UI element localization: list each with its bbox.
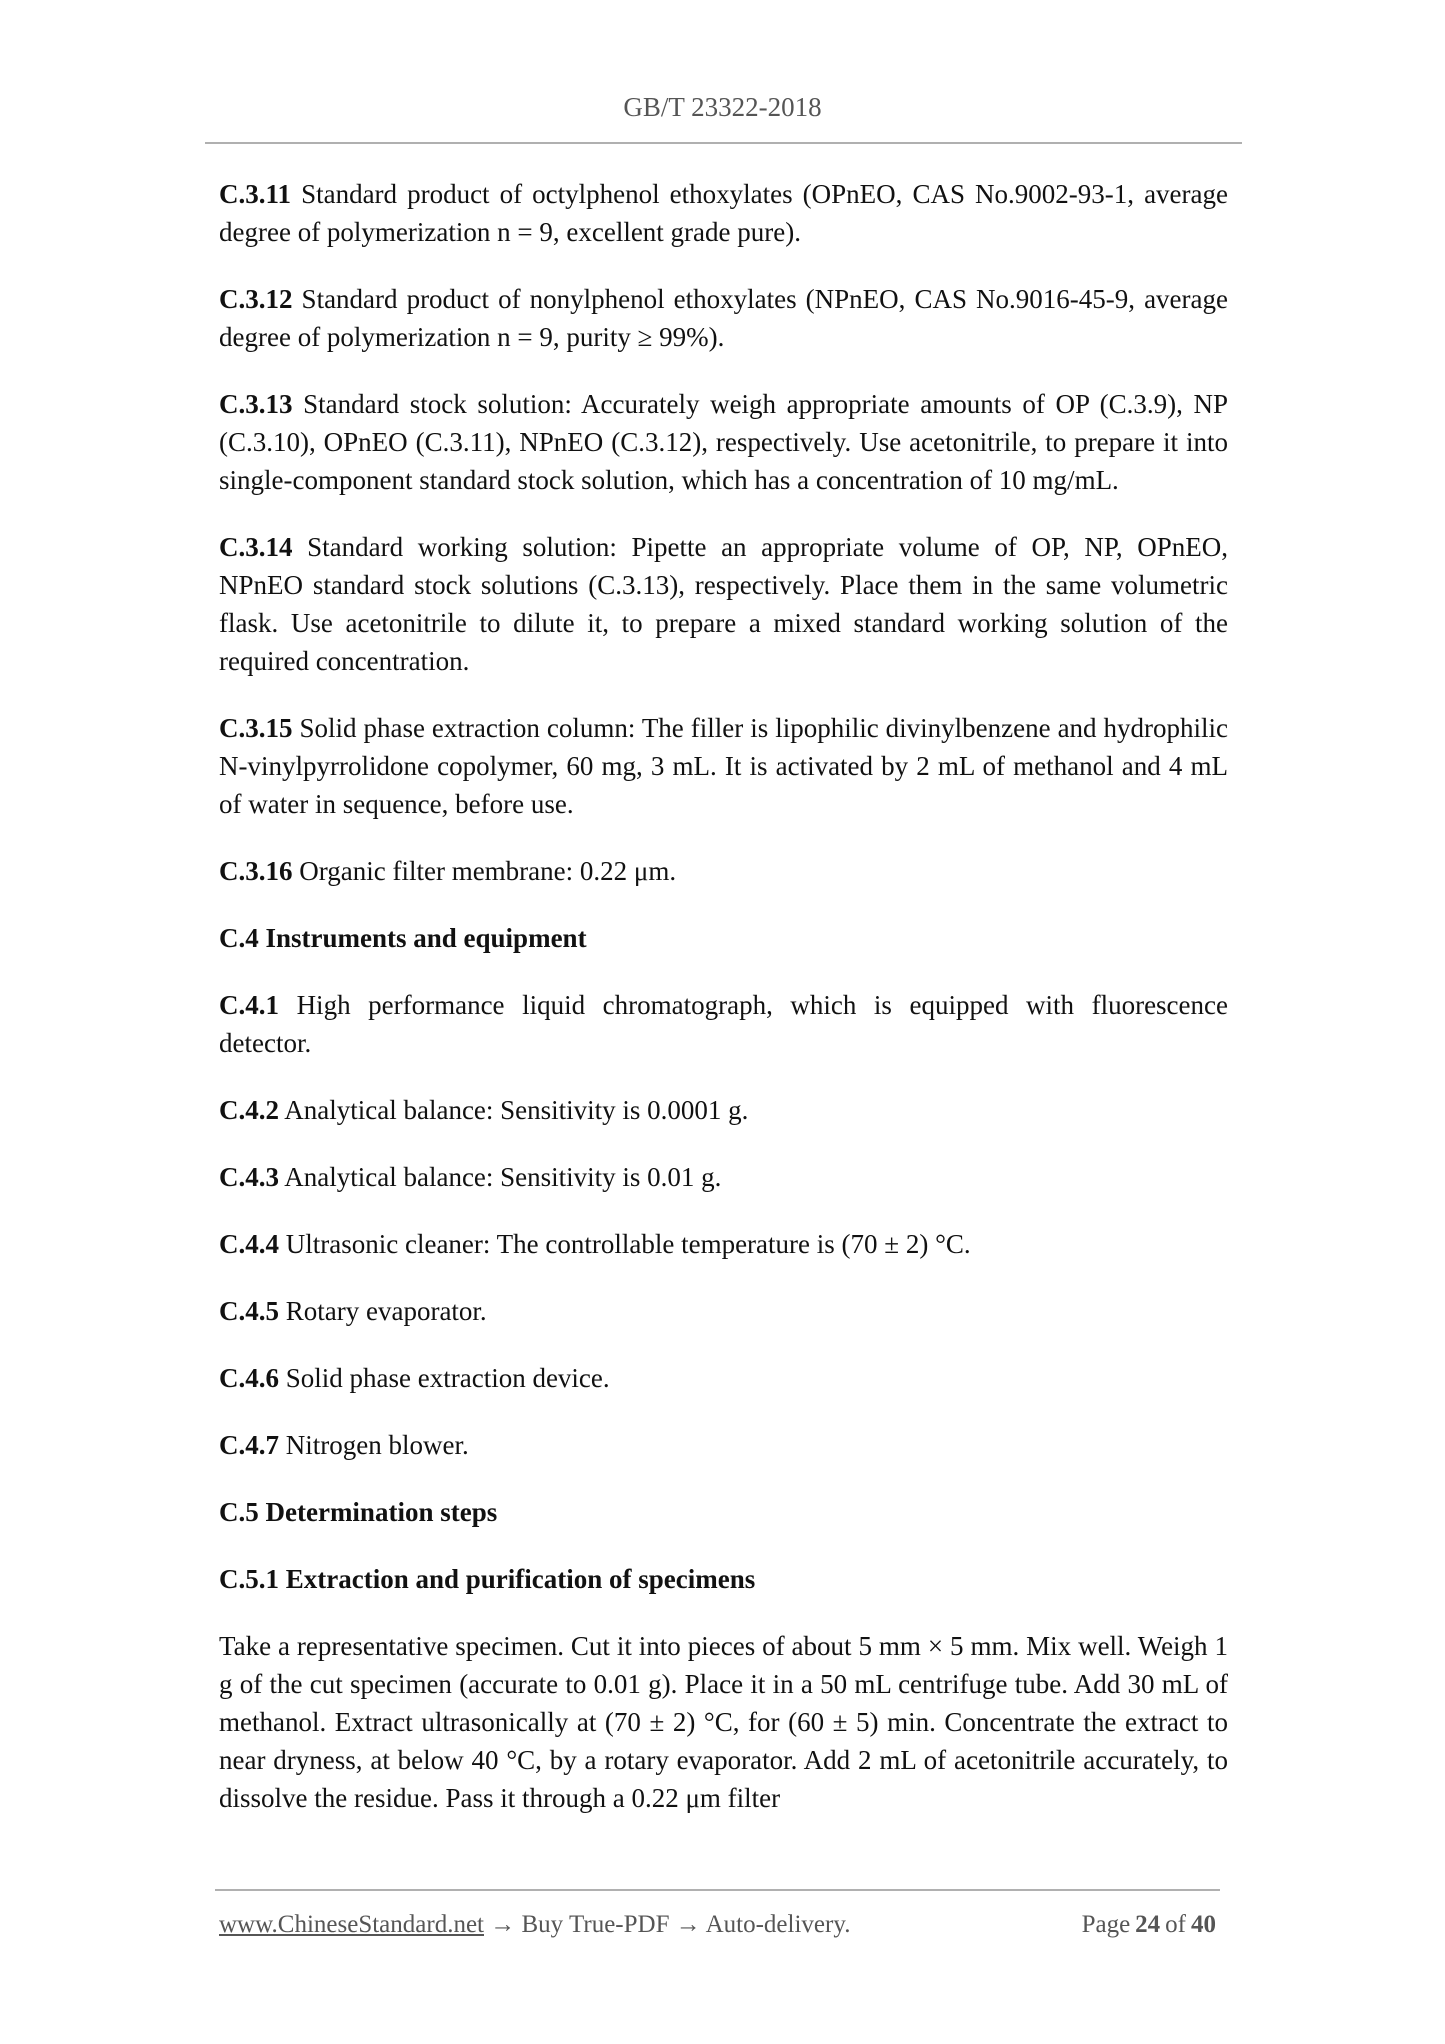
clause-c-4-6 [219, 1359, 1228, 1397]
clause-c-4-2 [219, 1091, 1228, 1129]
clause-c-4-1 [219, 986, 1228, 1062]
clause-number: C.4.5 [219, 1296, 279, 1326]
clause-number: C.4.7 [219, 1430, 279, 1460]
clause-text: Standard working solution: Pipette an appropriate volume of OP, NP, OPnEO, NPnEO standard stock solutions (C.3.13), respectively. Place them in the same volumetric flask. Use acetonitrile to dilute it, to prepare a mixed standard working solution of the required concentration. [219, 532, 1229, 676]
clause-number: C.3.12 [219, 284, 293, 314]
clause-c-4-7 [219, 1426, 1228, 1464]
clause-number: C.4.2 [219, 1095, 279, 1125]
clause-text: High performance liquid chromatograph, which is equipped with fluorescence detector. [219, 990, 1228, 1058]
clause-text: Organic filter membrane: 0.22 μm. [299, 856, 677, 886]
clause-c-4-4 [219, 1225, 1228, 1263]
standard-code: GB/T 23322-2018 [623, 92, 822, 122]
clause-text: Nitrogen blower. [285, 1430, 469, 1460]
arrow-right-icon: → [490, 1911, 516, 1938]
document-body [219, 175, 1228, 1846]
auto-delivery-text: Auto-delivery. [705, 1911, 851, 1938]
clause-number: C.3.13 [219, 389, 293, 419]
section-heading-c-5: C.5 Determination steps [219, 1497, 498, 1527]
page-of-label: of [1165, 1911, 1186, 1938]
clause-c-3-15 [219, 709, 1228, 823]
clause-number: C.3.11 [219, 179, 292, 209]
clause-text: Analytical balance: Sensitivity is 0.01 g. [284, 1162, 722, 1192]
clause-text: Standard stock solution: Accurately weigh appropriate amounts of OP (C.3.9), NP (C.3.10), OPnEO (C.3.11), NPnEO (C.3.12), respectively. Use acetonitrile, to prepare it into single-component standard stock solution, which has a concentration of 10 mg/mL. [219, 389, 1229, 495]
current-page: 24 [1135, 1911, 1161, 1938]
clause-text: Analytical balance: Sensitivity is 0.0001 g. [284, 1095, 749, 1125]
chinese-standard-link[interactable]: www.ChineseStandard.net [219, 1911, 484, 1938]
clause-number: C.4.6 [219, 1363, 279, 1393]
clause-text: Solid phase extraction device. [285, 1363, 610, 1393]
clause-number: C.4.3 [219, 1162, 279, 1192]
clause-number: C.3.16 [219, 856, 293, 886]
page-footer [219, 1908, 1216, 1942]
clause-c-3-13 [219, 385, 1228, 499]
clause-c-4-5 [219, 1292, 1228, 1330]
clause-c-3-14 [219, 528, 1228, 680]
extraction-procedure-paragraph [219, 1627, 1228, 1817]
clause-text: Solid phase extraction column: The filler is lipophilic divinylbenzene and hydrophilic N-vinylpyrrolidone copolymer, 60 mg, 3 mL. It is activated by 2 mL of methanol and 4 mL of water in sequence, before use. [219, 713, 1229, 819]
clause-c-3-12 [219, 280, 1228, 356]
total-pages: 40 [1191, 1911, 1216, 1938]
page-label: Page [1081, 1911, 1131, 1938]
clause-number: C.4.1 [219, 990, 279, 1020]
paragraph-text: Take a representative specimen. Cut it into pieces of about 5 mm × 5 mm. Mix well. Weigh 1 g of the cut specimen (accurate to 0.01 g). Place it in a 50 mL centrifuge tube. Add 30 mL of methanol. Extract ultrasonically at (70 ± 2) °C, for (60 ± 5) min. Concentrate the extract to near dryness, at below 40 °C, by a rotary evaporator. Add 2 mL of acetonitrile accurately, to dissolve the residue. Pass it through a 0.22 μm filter [219, 1631, 1228, 1813]
clause-text: Rotary evaporator. [285, 1296, 487, 1326]
clause-number: C.3.14 [219, 532, 293, 562]
header-divider [205, 142, 1242, 144]
page-header [0, 88, 1445, 126]
clause-c-4-3 [219, 1158, 1228, 1196]
clause-number: C.3.15 [219, 713, 293, 743]
buy-true-pdf-text: Buy True-PDF [521, 1911, 670, 1938]
page-number [1077, 1908, 1216, 1942]
section-heading-c-5-1: C.5.1 Extraction and purification of specimens [219, 1564, 756, 1594]
clause-text: Ultrasonic cleaner: The controllable temperature is (70 ± 2) °C. [285, 1229, 971, 1259]
clause-text: Standard product of octylphenol ethoxylates (OPnEO, CAS No.9002-93-1, average degree of polymerization n = 9, excellent grade pure). [219, 179, 1228, 247]
section-heading-c-4: C.4 Instruments and equipment [219, 923, 587, 953]
clause-c-3-11 [219, 175, 1228, 251]
clause-number: C.4.4 [219, 1229, 279, 1259]
footer-promo [219, 1908, 850, 1942]
footer-divider [215, 1889, 1220, 1891]
arrow-right-icon: → [675, 1911, 701, 1938]
clause-text: Standard product of nonylphenol ethoxylates (NPnEO, CAS No.9016-45-9, average degree of polymerization n = 9, purity ≥ 99%). [219, 284, 1228, 352]
clause-c-3-16 [219, 852, 1228, 890]
